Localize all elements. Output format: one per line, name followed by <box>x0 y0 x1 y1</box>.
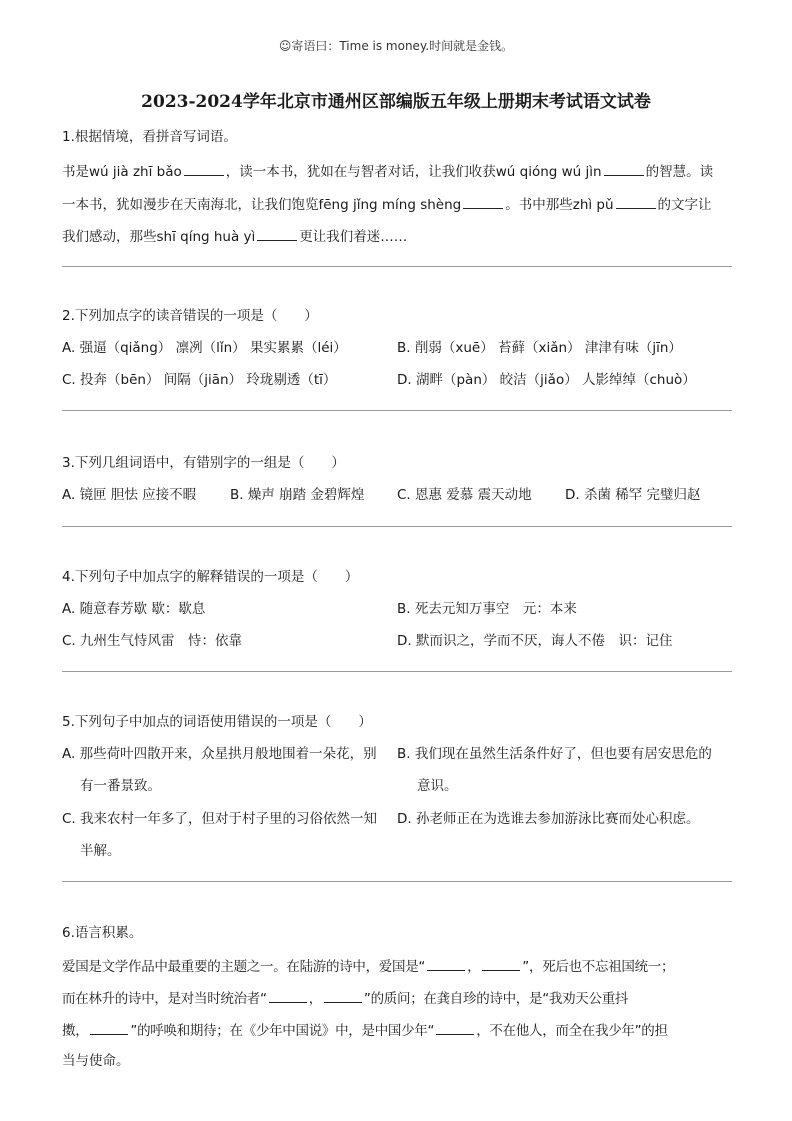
q5-option-d[interactable]: D. 孙老师正在为选谁去参加游泳比赛而处心积虑。 <box>397 811 700 827</box>
divider <box>62 671 732 672</box>
q6-line-4: 当与使命。 <box>62 1053 130 1069</box>
answer-blank[interactable] <box>427 956 465 971</box>
q6-text: 而在林升的诗中，是对当时统治者“ <box>62 991 267 1007</box>
q5-option-b[interactable]: B. 我们现在虽然生活条件好了，但也要有居安思危的 <box>397 746 712 762</box>
page-motto: ☺寄语曰：Time is money.时间就是金钱。 <box>278 39 514 53</box>
q2-option-b[interactable]: B. 削弱（xuē） 苔藓（xiǎn） 津津有味（jīn） <box>397 340 682 356</box>
divider <box>62 266 732 267</box>
exam-title: 2023-2024学年北京市通州区部编版五年级上册期末考试语文试卷 <box>141 92 651 112</box>
q1-text: 的智慧。读 <box>645 164 714 180</box>
q1-stem: 1.根据情境，看拼音写词语。 <box>62 129 237 145</box>
answer-blank[interactable] <box>616 194 656 209</box>
q6-text: ，不在他人，而全在我少年”的担 <box>476 1023 668 1039</box>
q5-option-a-cont[interactable]: 有一番景致。 <box>80 778 161 794</box>
q2-option-a[interactable]: A. 强逼（qiǎng） 凛冽（lǐn） 果实累累（léi） <box>62 340 347 356</box>
q6-text: 爱国是文学作品中最重要的主题之一。在陆游的诗中，爱国是“ <box>62 959 426 975</box>
q1-text: 我们感动，那些shī qíng huà yì <box>62 229 256 245</box>
q1-line-2 <box>62 194 712 214</box>
answer-blank[interactable] <box>324 988 362 1003</box>
q2-option-c[interactable]: C. 投奔（bēn） 间隔（jiān） 玲珑剔透（tī） <box>62 372 337 388</box>
q5-option-b-cont[interactable]: 意识。 <box>417 778 458 794</box>
q6-text: ， <box>308 991 322 1007</box>
q4-option-d[interactable]: D. 默而识之，学而不厌，诲人不倦 识：记住 <box>397 633 673 649</box>
answer-blank[interactable] <box>90 1020 128 1035</box>
q6-text: ， <box>467 959 481 975</box>
q3-option-c[interactable]: C. 恩惠 爱慕 震天动地 <box>397 487 532 503</box>
answer-blank[interactable] <box>482 956 520 971</box>
q3-option-d[interactable]: D. 杀菌 稀罕 完璧归赵 <box>565 487 701 503</box>
q6-text: ”，死后也不忘祖国统一； <box>522 959 675 975</box>
answer-blank[interactable] <box>436 1020 474 1035</box>
q4-stem: 4.下列句子中加点字的解释错误的一项是（ ） <box>62 569 359 585</box>
q6-stem: 6.语言积累。 <box>62 925 143 941</box>
q6-text: ”的呼唤和期待；在《少年中国说》中，是中国少年“ <box>130 1023 435 1039</box>
q5-option-c[interactable]: C. 我来农村一年多了，但对于村子里的习俗依然一知 <box>62 811 378 827</box>
q1-line-3 <box>62 226 407 246</box>
q2-stem: 2.下列加点字的读音错误的一项是（ ） <box>62 308 318 324</box>
divider <box>62 410 732 411</box>
q1-text: 的文字让 <box>657 197 712 213</box>
q6-text: 擞， <box>62 1023 89 1039</box>
q5-option-c-cont[interactable]: 半解。 <box>80 843 121 859</box>
q6-line-2 <box>62 988 628 1008</box>
q1-text: ，读一本书，犹如在与智者对话，让我们收获wú qióng wú jìn <box>225 164 602 180</box>
q4-option-a[interactable]: A. 随意春芳歇 歇：歇息 <box>62 601 206 617</box>
q5-option-a[interactable]: A. 那些荷叶四散开来，众星拱月般地围着一朵花，别 <box>62 746 377 762</box>
q6-text: ”的质问；在龚自珍的诗中，是“我劝天公重抖 <box>363 991 629 1007</box>
q1-text: 更让我们着迷…… <box>299 229 408 245</box>
answer-blank[interactable] <box>257 226 297 241</box>
q5-stem: 5.下列句子中加点的词语使用错误的一项是（ ） <box>62 714 372 730</box>
answer-blank[interactable] <box>269 988 307 1003</box>
q3-option-b[interactable]: B. 燥声 崩踏 金碧辉煌 <box>230 487 365 503</box>
q2-option-d[interactable]: D. 湖畔（pàn） 皎洁（jiǎo） 人影绰绰（chuò） <box>397 372 696 388</box>
answer-blank[interactable] <box>184 161 224 176</box>
q6-line-3 <box>62 1020 668 1040</box>
q1-text: 书是wú jià zhī bǎo <box>62 164 182 180</box>
q4-option-c[interactable]: C. 九州生气恃风雷 恃：依靠 <box>62 633 243 649</box>
q1-text: 。书中那些zhì pǔ <box>505 197 614 213</box>
q6-line-1 <box>62 956 674 976</box>
q1-line-1 <box>62 161 713 181</box>
q1-text: 一本书，犹如漫步在天南海北，让我们饱览fēng jǐng míng shèng <box>62 197 462 213</box>
answer-blank[interactable] <box>604 161 644 176</box>
divider <box>62 526 732 527</box>
q4-option-b[interactable]: B. 死去元知万事空 元：本来 <box>397 601 577 617</box>
q3-option-a[interactable]: A. 镜匣 胆怯 应接不暇 <box>62 487 197 503</box>
divider <box>62 881 732 882</box>
q3-stem: 3.下列几组词语中，有错别字的一组是（ ） <box>62 455 345 471</box>
answer-blank[interactable] <box>463 194 503 209</box>
